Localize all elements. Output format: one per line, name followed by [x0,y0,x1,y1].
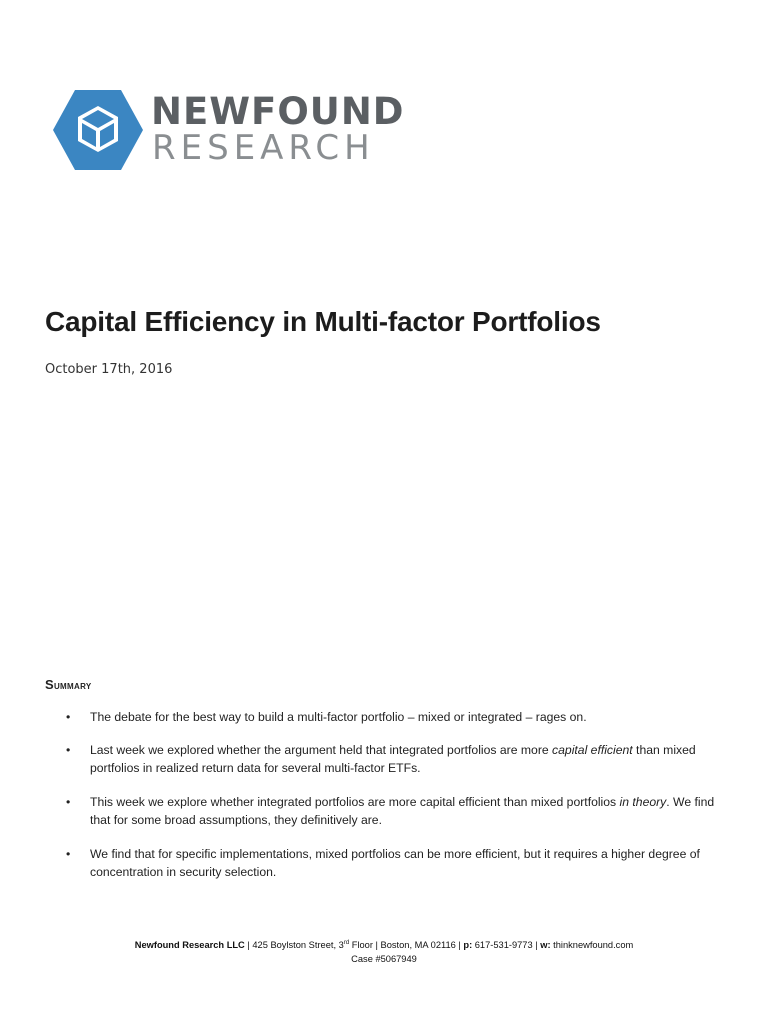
document-date: October 17th, 2016 [45,362,173,377]
hexagon-cube-icon [52,88,144,172]
summary-list [60,708,725,897]
logo-wordmark-line1: NEWFOUND [151,90,405,133]
footer-address-start: | 425 Boylston Street, 3 [244,940,344,951]
document-title: Capital Efficiency in Multi-factor Portfolios [45,306,601,337]
footer-contact-line [0,936,768,952]
footer-phone-label: p: [463,940,473,951]
bullet-emphasis: capital efficient [552,743,633,757]
bullet-text-end: . We find that for some broad assumptions, they definitively are. [90,795,715,827]
bullet-emphasis: in theory [619,795,667,809]
page-footer [0,936,768,966]
bullet-text: We find that for specific implementations, mixed portfolios can be more efficient, but it requires a higher degree of concentration in security selection. [90,847,700,879]
bullet-icon: • [66,795,71,809]
footer-website: thinknewfound.com [550,940,634,951]
summary-heading-initial: S [45,677,54,692]
list-item [60,708,725,726]
footer-phone: 617-531-9773 | [472,940,541,951]
bullet-icon: • [66,847,71,861]
bullet-icon: • [66,710,71,724]
list-item [60,793,725,829]
list-item [60,845,725,881]
logo-wordmark-line2: RESEARCH [152,128,375,168]
bullet-text: The debate for the best way to build a multi-factor portfolio – mixed or integrated – rages on. [90,710,587,724]
bullet-text-start: This week we explore whether integrated portfolios are more capital efficient than mixed portfolios [90,795,620,809]
company-logo [52,88,405,172]
summary-heading [45,677,91,692]
footer-case-number: Case #5067949 [351,954,417,965]
footer-web-label: w: [540,940,551,951]
list-item [60,741,725,777]
footer-ordinal: rd [343,940,350,946]
summary-heading-rest: ummary [53,680,92,692]
bullet-icon: • [66,743,71,757]
footer-company: Newfound Research LLC [134,940,245,951]
footer-address-end: Floor | Boston, MA 02116 | [349,940,464,951]
bullet-text-start: Last week we explored whether the argument held that integrated portfolios are more [90,743,553,757]
bullet-text-end: than mixed portfolios in realized return data for several multi-factor ETFs. [90,743,696,775]
